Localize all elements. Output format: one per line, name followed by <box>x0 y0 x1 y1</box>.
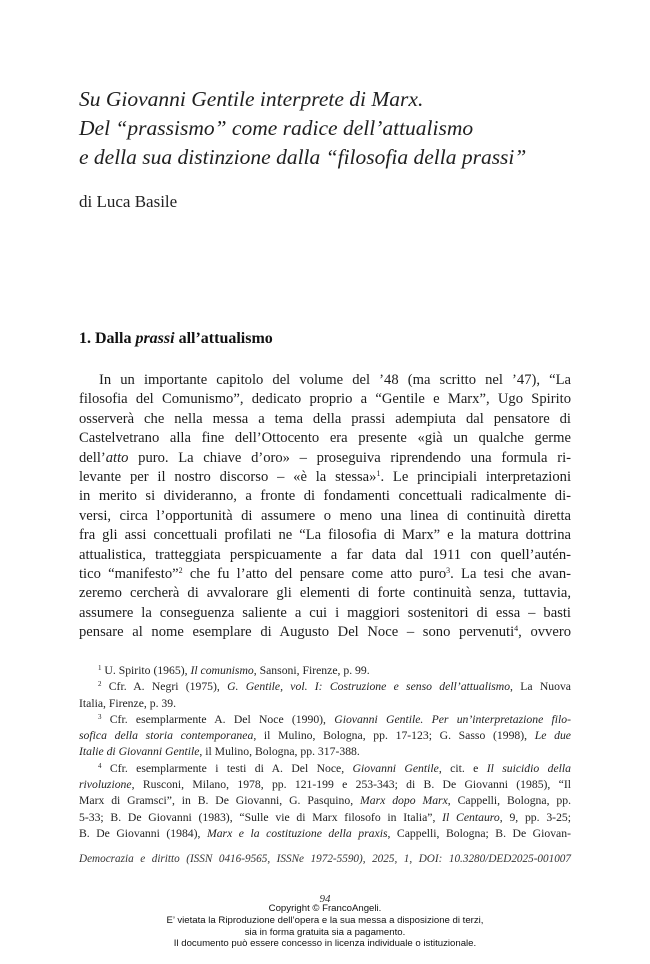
body-line: in merito si divideranno, a fronte di fondamenti concettuali radicalmente di- <box>79 488 571 505</box>
italic-run: Giovanni Gentile. Per un’interpretazione filo- <box>334 712 572 726</box>
italic-run: sofica della storia contemporanea <box>79 729 254 743</box>
text-run: . Le principiali interpretazioni <box>380 468 571 485</box>
text-run: tico “manifesto” <box>79 565 179 582</box>
italic-run: atto <box>105 449 129 466</box>
body-line: attualistica, tratteggiata perspicuamente a far data dal 1911 con quell’autén- <box>79 546 571 563</box>
body-line: osserverà che nella messa a tema della prassi adempiuta dal pensatore di <box>79 410 571 427</box>
body-line: In un importante capitolo del volume del ’48 (ma scritto nel ’47), “La <box>99 372 571 388</box>
text-run: , il Mulino, Bologna, pp. 17-123; G. Sasso (1998), <box>253 729 535 743</box>
footnote-2-cont: Italia, Firenze, p. 39. <box>79 696 177 710</box>
footnote-2 <box>79 679 571 695</box>
text-run: , La Nuova <box>510 680 571 694</box>
italic-run: Il comunismo <box>190 664 254 677</box>
footnote-4-cont <box>79 777 571 793</box>
italic-run: Italie di Giovanni Gentile <box>79 745 200 759</box>
author-byline: di Luca Basile <box>79 192 178 211</box>
page-number: 94 <box>319 893 331 905</box>
footnote-ref[interactable]: 3 <box>446 565 451 575</box>
text-run: , Sansoni, Firenze, p. 99. <box>253 664 370 677</box>
footnote-4-cont <box>79 793 571 809</box>
text-run: dell’ <box>79 449 106 466</box>
footnotes <box>79 663 571 842</box>
text-run: Marx di Gramsci”, in B. De Giovanni, G. Pasquino, <box>79 794 361 808</box>
article-title <box>79 85 599 172</box>
italic-run: Il Centauro <box>442 810 500 824</box>
text-run: , 9, pp. 3-25; <box>499 810 572 824</box>
footnote-number: 3 <box>98 712 102 721</box>
footnote-3 <box>79 712 571 728</box>
footnote-4-cont <box>79 826 571 842</box>
footnote-4 <box>79 761 571 777</box>
section-heading <box>79 330 273 348</box>
text-run: Cfr. esemplarmente i testi di A. Del Noce, <box>109 761 353 775</box>
journal-citation: Democrazia e diritto (ISSN 0416-9565, ISSNe 1972-5590), 2025, 1, DOI: 10.3280/DED2025-001007 <box>79 853 571 865</box>
title-line-3: e della sua distinzione dalla “filosofia della prassi” <box>79 145 527 169</box>
footnote-1 <box>79 663 571 679</box>
italic-run: G. Gentile, vol. I: Costruzione e senso dell’attualismo <box>227 680 511 694</box>
title-line-2: Del “prassismo” come radice dell’attualismo <box>79 116 474 140</box>
text-run: U. Spirito (1965), <box>104 664 191 677</box>
body-line: filosofia del Comunismo”, dedicato proprio a “Gentile e Marx”, Ugo Spirito <box>79 391 571 408</box>
copyright-line: sia in forma gratuita sia a pagamento. <box>244 926 406 938</box>
copyright-line: E’ vietata la Riproduzione dell’opera e la sua messa a disposizione di terzi, <box>166 914 484 926</box>
body-line <box>79 468 571 487</box>
text-run: , il Mulino, Bologna, pp. 317-388. <box>199 745 360 759</box>
section-heading-suffix: all’attualismo <box>174 330 273 347</box>
footnote-3-cont <box>79 728 571 744</box>
body-line <box>79 623 571 642</box>
text-run: , Rusconi, Milano, 1978, pp. 121-199 e 253-343; di B. De Giovanni (1985), “Il <box>131 778 571 792</box>
text-run: B. De Giovanni (1984), <box>79 826 207 840</box>
footnote-ref[interactable]: 1 <box>376 468 381 478</box>
text-run: puro. La chiave d’oro» – proseguiva riprendendo una formula ri- <box>128 449 571 466</box>
italic-run: Marx e la costituzione della praxis <box>206 826 388 840</box>
body-line <box>79 565 571 584</box>
body-line <box>79 449 571 468</box>
copyright-notice <box>0 903 650 950</box>
text-run: 5-33; B. De Giovanni (1983), “Sulle vie di Marx filosofo in Italia”, <box>79 810 443 824</box>
footnote-ref[interactable]: 2 <box>178 565 183 575</box>
footnote-number: 2 <box>98 680 102 689</box>
text-run: Cfr. A. Negri (1975), <box>108 680 228 694</box>
section-heading-prefix: 1. Dalla <box>79 330 136 347</box>
footnote-3-cont <box>79 744 571 760</box>
italic-run: Giovanni Gentile <box>352 761 439 775</box>
text-run: . La tesi che avan- <box>450 565 571 582</box>
text-run: , Cappelli, Bologna, pp. <box>447 794 571 808</box>
italic-run: Le due <box>534 729 571 743</box>
text-run: , cit. e <box>438 761 487 775</box>
italic-run: rivoluzione <box>79 778 132 792</box>
copyright-line: Il documento può essere concesso in licenza individuale o istituzionale. <box>173 938 477 950</box>
footnote-4-cont <box>79 810 571 826</box>
text-run: pensare al nome esemplare di Augusto Del Noce – sono pervenuti <box>79 624 515 641</box>
text-run: che fu l’atto del pensare come atto puro <box>182 565 447 582</box>
body-line: versi, circa l’opportunità di assumere o meno una linea di continuità diretta <box>79 507 571 524</box>
footnote-number: 1 <box>98 664 102 672</box>
footnote-ref[interactable]: 4 <box>514 624 519 634</box>
text-run: , ovvero <box>518 624 571 641</box>
body-paragraph <box>79 371 571 642</box>
title-line-1: Su Giovanni Gentile interprete di Marx. <box>79 87 424 111</box>
body-line: zeremo cercherà di avvalorare gli elementi di forte continuità senza, tuttavia, <box>79 585 571 602</box>
body-line: Castelvetrano alla fine dell’Ottocento era presente «già un qualche germe <box>79 430 571 447</box>
text-run: Cfr. esemplarmente A. Del Noce (1990), <box>109 712 335 726</box>
section-heading-italic: prassi <box>135 330 175 347</box>
body-line: assumere la conseguenza saliente a cui i maggiori sostenitori di essa – basti <box>79 604 571 621</box>
italic-run: Marx dopo Marx <box>360 794 448 808</box>
text-run: levante per il nostro discorso – «è la stessa» <box>79 468 377 485</box>
copyright-line: Copyright © FrancoAngeli. <box>268 903 382 914</box>
text-run: , Cappelli, Bologna; B. De Giovan- <box>387 826 571 840</box>
italic-run: Il suicidio della <box>486 761 571 775</box>
body-line: fra gli assi concettuali profilati ne “La filosofia di Marx” e la matura dottrina <box>79 527 571 544</box>
footnote-number: 4 <box>98 761 102 770</box>
